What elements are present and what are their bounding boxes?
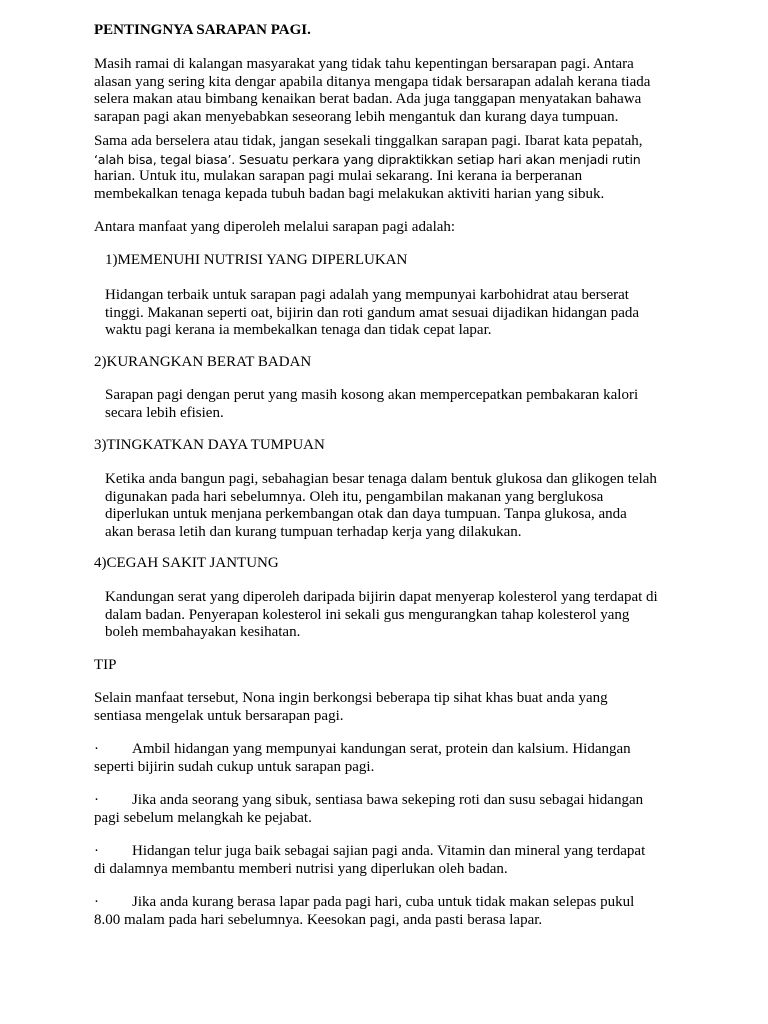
paragraph-line: harian. Untuk itu, mulakan sarapan pagi mulai sekarang. Ini kerana ia berperanan — [94, 168, 583, 184]
document-title: PENTINGNYA SARAPAN PAGI. — [94, 22, 311, 38]
tip-line: Jika anda kurang berasa lapar pada pagi hari, cuba untuk tidak makan selepas pukul — [132, 894, 635, 910]
tip-intro-line: sentiasa mengelak untuk bersarapan pagi. — [94, 707, 344, 724]
tip-line: pagi sebelum melangkah ke pejabat. — [94, 809, 312, 826]
intro-line: selera makan atau bimbang kenaikan berat badan. Ada juga tanggapan menyatakan bahawa — [94, 91, 642, 107]
tip-line: 8.00 malam pada hari sebelumnya. Keesokan pagi, anda pasti berasa lapar. — [94, 911, 543, 928]
bullet-icon: · — [94, 792, 99, 808]
paragraph-line: membekalkan tenaga kepada tubuh badan bagi melakukan aktiviti harian yang sibuk. — [94, 185, 605, 202]
paragraph-line: Sama ada berselera atau tidak, jangan sesekali tinggalkan sarapan pagi. Ibarat kata pepatah, — [94, 133, 643, 149]
section-body-nutrition — [105, 287, 685, 340]
section-heading-heart: 4)CEGAH SAKIT JANTUNG — [94, 555, 279, 571]
section-body-focus — [105, 471, 685, 541]
section-line: akan berasa letih dan kurang tumpuan terhadap kerja yang dilakukan. — [105, 523, 522, 540]
section-line: Sarapan pagi dengan perut yang masih kosong akan mempercepatkan pembakaran kalori — [105, 387, 639, 403]
section-line: tinggi. Makanan seperti oat, bijirin dan roti gandum amat sesuai dijadikan hidangan pada — [105, 304, 640, 321]
section-line: Ketika anda bangun pagi, sebahagian besar tenaga dalam bentuk glukosa dan glikogen telah — [105, 471, 657, 487]
intro-line: alasan yang sering kita dengar apabila ditanya mengapa tidak bersarapan adalah kerana tiada — [94, 73, 651, 90]
intro-line: Masih ramai di kalangan masyarakat yang tidak tahu kepentingan bersarapan pagi. Antara — [94, 56, 634, 72]
section-heading-weight: 2)KURANGKAN BERAT BADAN — [94, 354, 312, 370]
tip-heading: TIP — [94, 657, 117, 673]
section-body-weight — [105, 387, 685, 422]
tip-intro-line: Selain manfaat tersebut, Nona ingin berkongsi beberapa tip sihat khas buat anda yang — [94, 690, 608, 706]
tip-item — [94, 792, 684, 827]
bullet-icon: · — [94, 894, 99, 910]
section-heading-nutrition: 1)MEMENUHI NUTRISI YANG DIPERLUKAN — [105, 252, 408, 268]
section-body-heart — [105, 589, 685, 642]
section-line: Hidangan terbaik untuk sarapan pagi adalah yang mempunyai karbohidrat atau berserat — [105, 287, 629, 303]
second-paragraph — [94, 133, 684, 203]
intro-paragraph — [94, 56, 684, 126]
section-line: dalam badan. Penyerapan kolesterol ini sekali gus mengurangkan tahap kolesterol yang — [105, 606, 630, 623]
tip-line: Ambil hidangan yang mempunyai kandungan serat, protein dan kalsium. Hidangan — [132, 741, 631, 757]
section-line: boleh membahayakan kesihatan. — [105, 624, 301, 640]
tip-line: di dalamnya membantu memberi nutrisi yang diperlukan oleh badan. — [94, 860, 508, 877]
section-line: diperlukan untuk menjana perkembangan otak dan daya tumpuan. Tanpa glukosa, anda — [105, 506, 627, 522]
tip-item — [94, 741, 684, 776]
tip-item — [94, 843, 684, 878]
section-line: digunakan pada hari sebelumnya. Oleh itu, pengambilan makanan yang berglukosa — [105, 488, 604, 505]
intro-line: sarapan pagi akan menyebabkan seseorang lebih mengantuk dan kurang daya tumpuan. — [94, 108, 619, 125]
tip-line: Jika anda seorang yang sibuk, sentiasa bawa sekeping roti dan susu sebagai hidangan — [132, 792, 644, 808]
bullet-icon: · — [94, 741, 99, 757]
tip-intro — [94, 690, 684, 725]
tip-line: seperti bijirin sudah cukup untuk sarapan pagi. — [94, 758, 375, 775]
bullet-icon: · — [94, 843, 99, 859]
section-line: secara lebih efisien. — [105, 404, 224, 421]
tip-line: Hidangan telur juga baik sebagai sajian pagi anda. Vitamin dan mineral yang terdapat — [132, 843, 646, 859]
section-line: Kandungan serat yang diperoleh daripada bijirin dapat menyerap kolesterol yang terdapat di — [105, 589, 658, 605]
benefits-intro: Antara manfaat yang diperoleh melalui sarapan pagi adalah: — [94, 219, 456, 235]
section-heading-focus: 3)TINGKATKAN DAYA TUMPUAN — [94, 437, 325, 453]
section-line: waktu pagi kerana ia membekalkan tenaga dan tidak cepat lapar. — [105, 322, 492, 338]
tip-item — [94, 894, 684, 929]
proverb-line: ‘alah bisa, tegal biasa’. Sesuatu perkara yang dipraktikkan setiap hari akan menjadi rutin — [94, 151, 641, 167]
